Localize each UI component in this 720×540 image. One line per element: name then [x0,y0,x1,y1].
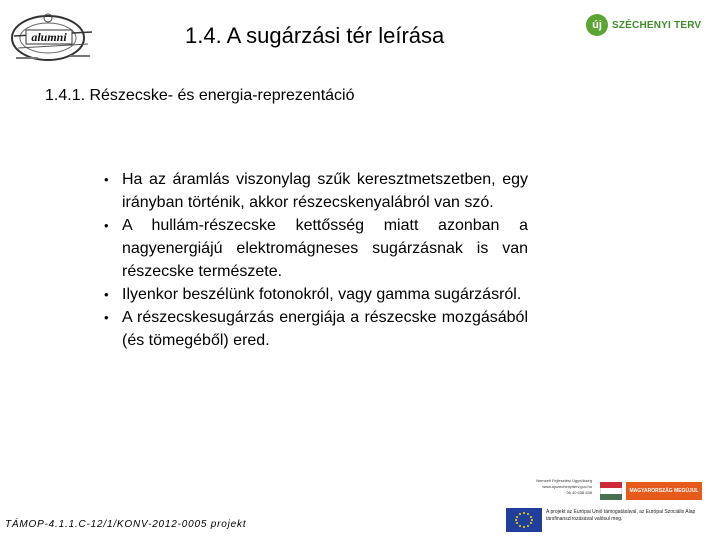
bullet-item: • Ilyenkor beszélünk fotonokról, vagy gamma sugárzásról. [104,283,528,306]
szechenyi-terv-mark-icon: új [586,14,608,36]
eu-badge [504,506,702,532]
bullet-item: • A hullám-részecske kettősség miatt azonban a nagyenergiájú elektromágneses sugárzásnak is van részecske természete. [104,214,528,283]
contact-line: www.ujszechenyiterv.gov.hu [542,484,592,489]
hungarian-flag-icon [600,482,622,500]
alumni-logo [8,8,100,66]
szechenyi-terv-text: SZÉCHENYI TERV [612,19,702,31]
eu-funding-text: A projekt az Európai Unió támogatásával, az Európai Szociális Alap társfinanszírozásával valósul meg. [546,509,696,522]
bullet-item: • A részecskesugárzás energiája a részecske mozgásából (és tömegéből) ered. [104,306,528,352]
alumni-logo-text: alumni [31,30,67,44]
szechenyi-terv-logo [586,10,706,40]
contact-line: Nemzeti Fejlesztési Ügynökség [536,478,592,483]
bullet-list [104,168,528,352]
slide-title: 1.4. A sugárzási tér leírása [185,23,445,48]
bullet-item: • Ha az áramlás viszonylag szűk keresztmetszetben, egy irányban történik, akkor részecskenyalábról van szó. [104,168,528,214]
nfu-badge [504,478,702,504]
contact-info [504,478,592,496]
slide-subtitle: 1.4.1. Részecske- és energia-reprezentáció [45,87,355,104]
magyarorszag-megujul-label: MAGYARORSZÁG MEGÚJUL [626,482,702,500]
contact-line: 06 40 638 638 [566,490,592,495]
footer-project-code: TÁMOP-4.1.1.C-12/1/KONV-2012-0005 projekt [5,519,247,530]
alumni-logo-icon [8,8,100,66]
eu-flag-icon [506,508,542,532]
